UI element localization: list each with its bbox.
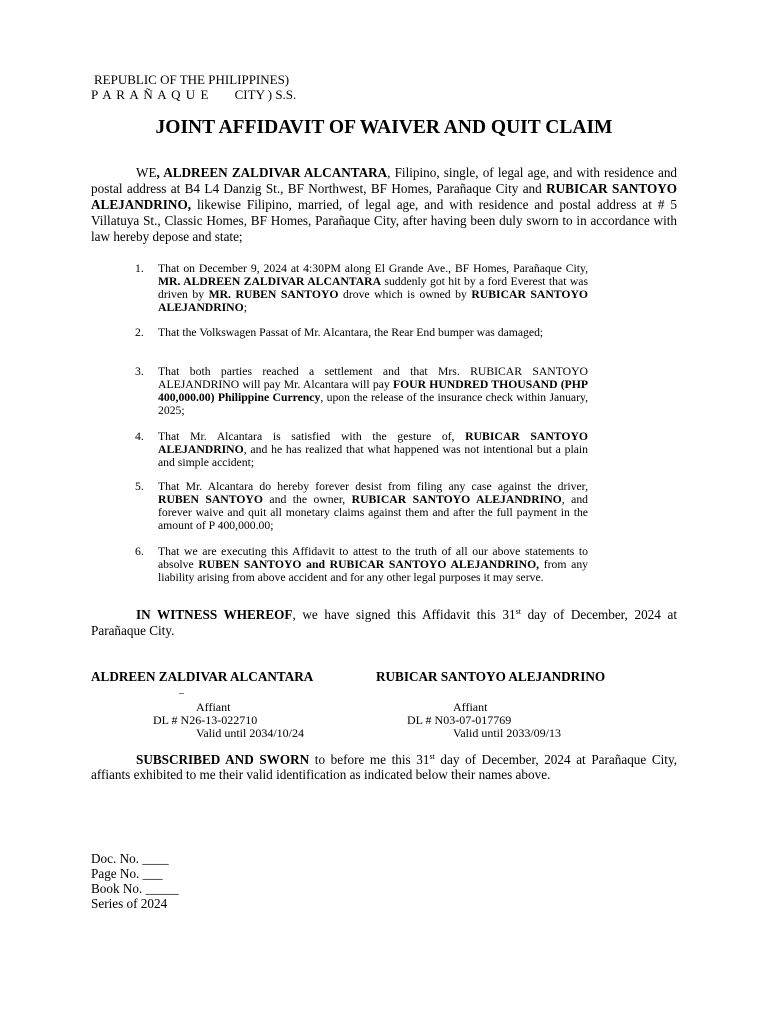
city-spaced: P A R A Ñ A Q U E (91, 87, 210, 102)
republic-header: REPUBLIC OF THE PHILIPPINES) (94, 72, 290, 87)
item-text: That both parties reached a settlement and that Mrs. RUBICAR SANTOYO ALEJANDRINO will pay Mr. Alcantara will pay FOUR HUNDRED THOUSAND (PHP 400,000.00) Philippine Currency, upon the release of the insurance check within January, 2025; (158, 365, 589, 417)
series-year: Series of 2024 (91, 896, 168, 911)
list-item (90, 262, 588, 314)
item-number: 5. (135, 480, 144, 493)
list-item (90, 365, 588, 417)
list-item (90, 545, 588, 584)
signature-dash: – (179, 688, 184, 699)
item-text: That Mr. Alcantara is satisfied with the gesture of, RUBICAR SANTOYO ALEJANDRINO, and he has realized that what happened was not intentional but a plain and simple accident; (158, 430, 588, 469)
item-number: 4. (135, 430, 144, 443)
list-item (90, 326, 588, 339)
signatory-1-role: Affiant (196, 700, 231, 714)
intro-paragraph (91, 165, 677, 245)
witness-paragraph: IN WITNESS WHEREOF, we have signed this Affidavit this 31st day of December, 2024 at Parañaque City. (91, 607, 678, 638)
affiant2-name: RUBICAR SANTOYO ALEJANDRINO, (91, 181, 677, 212)
intro-text-1: , Filipino, single, of legal age, and with residence and postal address at B4 L4 Danzig St., BF Northwest, BF Homes, Parañaque City and (91, 165, 678, 196)
item-text: That the Volkswagen Passat of Mr. Alcantara, the Rear End bumper was damaged; (158, 326, 544, 339)
signatory-1-name: ALDREEN ZALDIVAR ALCANTARA (91, 669, 314, 684)
subscribed-lead: SUBSCRIBED AND SWORN (136, 752, 310, 767)
page-number: Page No. ___ (91, 866, 163, 881)
list-item (90, 480, 588, 532)
doc-number: Doc. No. ____ (91, 851, 169, 866)
signatory-1-valid: Valid until 2034/10/24 (196, 726, 304, 740)
city-header (91, 87, 296, 102)
witness-lead: IN WITNESS WHEREOF (136, 607, 293, 622)
item-number: 3. (135, 365, 144, 378)
affiant1-name: , ALDREEN ZALDIVAR ALCANTARA (156, 165, 388, 180)
intro-we: WE (136, 165, 157, 180)
city-suffix: CITY ) S.S. (234, 87, 297, 102)
item-text: That on December 9, 2024 at 4:30PM along El Grande Ave., BF Homes, Parañaque City, MR. ALDREEN ZALDIVAR ALCANTARA suddenly got hit by a ford Everest that was driven by MR. RUBEN SANTOYO drove which is owned by RUBICAR SANTOYO ALEJANDRINO; (158, 262, 588, 314)
item-text: That we are executing this Affidavit to attest to the truth of all our above statements to absolve RUBEN SANTOYO and RUBICAR SANTOYO ALEJANDRINO, from any liability arising from above accident and for any other legal purposes it may serve. (158, 545, 589, 584)
item-number: 6. (135, 545, 144, 558)
document-title: JOINT AFFIDAVIT OF WAIVER AND QUIT CLAIM (155, 117, 613, 138)
item-text: That Mr. Alcantara do hereby forever desist from filing any case against the driver, RUBEN SANTOYO and the owner, RUBICAR SANTOYO ALEJANDRINO, and forever waive and quit all monetary claims against them and after the full payment in the amount of P 400,000.00; (158, 480, 589, 532)
list-item (90, 430, 588, 469)
signatory-2-role: Affiant (453, 700, 488, 714)
item-number: 1. (135, 262, 144, 275)
notary-reference (91, 851, 179, 911)
subscribed-paragraph: SUBSCRIBED AND SWORN to before me this 31st day of December, 2024 at Parañaque City, affiants exhibited to me their valid identification as indicated below their names above. (91, 752, 677, 782)
signatory-2-valid: Valid until 2033/09/13 (453, 726, 561, 740)
signatory-2-name: RUBICAR SANTOYO ALEJANDRINO (376, 669, 606, 684)
item-number: 2. (135, 326, 144, 339)
signatory-2-dl: DL # N03-07-017769 (407, 713, 512, 727)
signatory-1-dl: DL # N26-13-022710 (153, 713, 258, 727)
book-number: Book No. _____ (91, 881, 179, 896)
intro-text-2: likewise Filipino, married, of legal age, and with residence and postal address at # 5 Villatuya St., Classic Homes, BF Homes, Parañaque City, after having been duly sworn to in accordance with law hereby depose and state; (91, 197, 677, 244)
